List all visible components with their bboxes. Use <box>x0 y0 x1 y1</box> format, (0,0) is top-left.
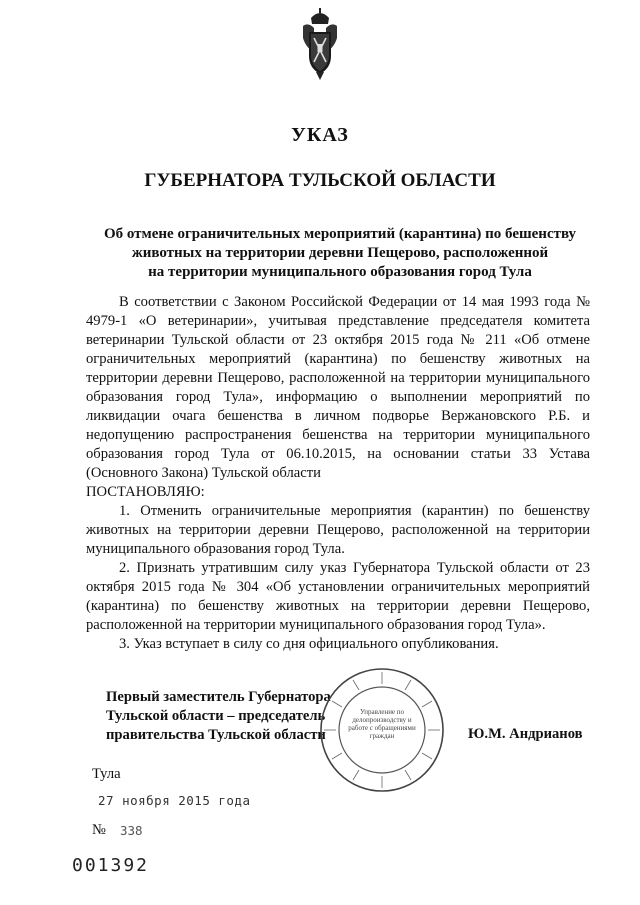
decree-item-2: 2. Признать утратившим силу указ Губернатора Тульской области от 23 октября 2015 года № 304 «Об установлении ограничительных мероприятий (карантина) по бешенству животных на территории деревни Пещерово, расположенной на территории муниципального образования город Тула». <box>86 560 590 633</box>
stamp-inner-text: Управление по делопроизводству и работе с обращениями граждан <box>348 708 416 740</box>
heading-line: на территории муниципального образования город Тула <box>148 264 532 280</box>
decree-item-1: 1. Отменить ограничительные мероприятия (карантин) по бешенству животных на территории деревни Пещерово, расположенной на территории муниципального образования город Тула. <box>86 503 590 557</box>
serial-number: 001392 <box>72 855 150 876</box>
heading-line: Об отмене ограничительных мероприятий (карантина) по бешенству <box>103 226 577 242</box>
document-body <box>86 293 590 654</box>
position-line: Первый заместитель Губернатора <box>106 689 331 705</box>
signing-date: 27 ноября 2015 года <box>98 793 251 808</box>
preamble-paragraph: В соответствии с Законом Российской Федерации от 14 мая 1993 года № 4979-1 «О ветеринарии», учитывая представление председателя комитета ветеринарии Тульской области от 23 октября 2015 года № 211 «Об отмене ограничительных мероприятий (карантина) по бешенству животных на территории деревни Пещерово, расположенной на территории муниципального образования город Тула», информацию о выполнении мероприятий по ликвидации очага бешенства в личном подворье Вержановского Р.Б. и недопущению распространения бешенства на территории муниципального образования город Тула от 06.10.2015, на основании статьи 33 Устава (Основного Закона) Тульской области <box>86 294 590 481</box>
signatory-name: Ю.М. Андрианов <box>468 726 583 742</box>
position-line: правительства Тульской области <box>106 727 326 743</box>
signatory-position <box>106 688 331 745</box>
official-stamp <box>318 666 446 794</box>
coat-of-arms-emblem <box>300 8 340 80</box>
heading-line: животных на территории деревни Пещерово, расположенной <box>131 245 549 261</box>
document-heading <box>80 225 600 282</box>
position-line: Тульской области – председатель <box>106 708 326 724</box>
document-number-label: № <box>92 822 106 838</box>
decree-item-3: 3. Указ вступает в силу со дня официального опубликования. <box>119 636 499 652</box>
document-type-title: УКАЗ <box>291 124 349 146</box>
decree-word: ПОСТАНОВЛЯЮ: <box>86 484 205 500</box>
issuer-title: ГУБЕРНАТОРА ТУЛЬСКОЙ ОБЛАСТИ <box>144 170 496 191</box>
signing-place: Тула <box>92 766 121 782</box>
document-number-value: 338 <box>120 823 143 838</box>
